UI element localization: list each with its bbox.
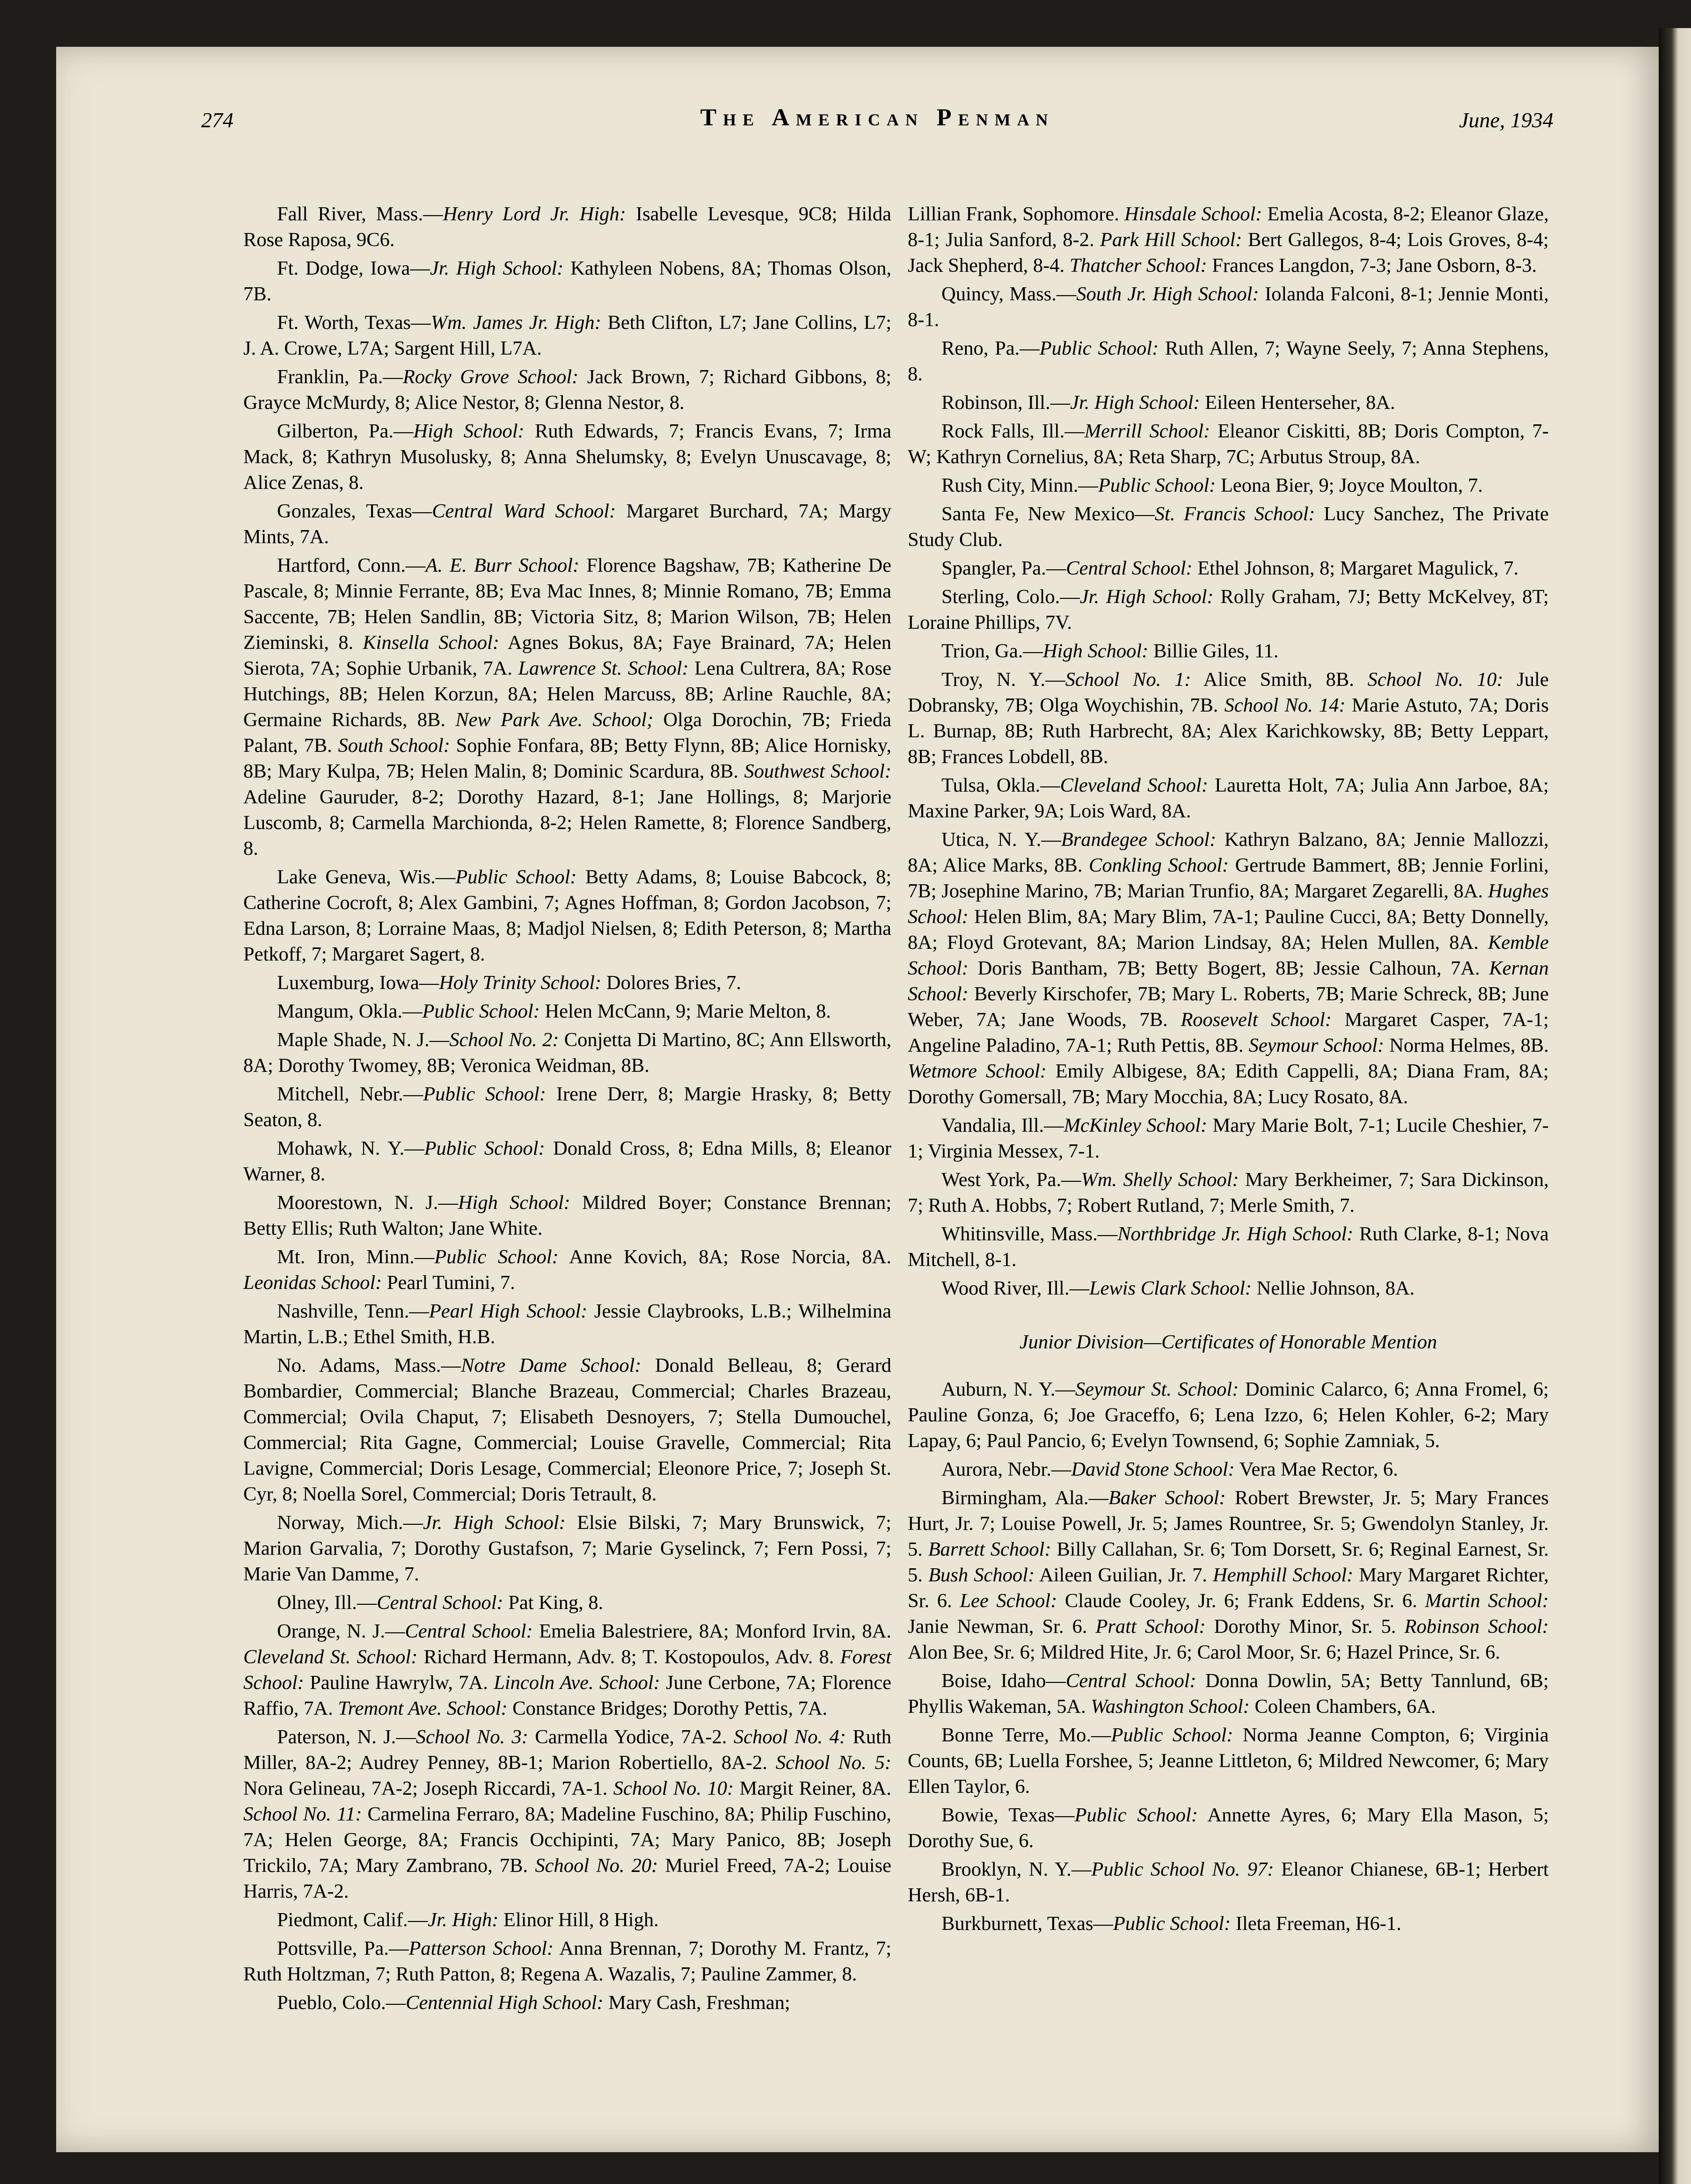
school-name: St. Francis School:	[1154, 503, 1315, 525]
student-list: Coleen Chambers, 6A.	[1249, 1696, 1436, 1718]
honor-roll-entry	[908, 335, 1549, 387]
school-name: South Jr. High School:	[1076, 283, 1259, 305]
student-list: Leona Bier, 9; Joyce Moulton, 7.	[1216, 474, 1483, 496]
school-name: School No. 5:	[775, 1752, 892, 1774]
honor-roll-entry	[243, 1936, 891, 1987]
entry-place: Paterson, N. J.—	[277, 1726, 416, 1748]
entry-place: Wood River, Ill.—	[941, 1277, 1089, 1299]
student-list: Carmelina Ferraro, 8A; Madeline Fuschino, 8A; Philip Fuschino, 7A; Helen George, 8A; Francis Occhipinti, 7A; Mary Panico, 8B; Joseph Trickilo, 7A; Mary Zambrano, 7B.	[243, 1803, 891, 1877]
school-name: Henry Lord Jr. High:	[443, 203, 626, 225]
left-column	[243, 201, 891, 2018]
student-list: Gertrude Bammert, 8B; Jennie Forlini, 7B; Josephine Marino, 7B; Marian Trunfio, 8A; Margaret Zegarelli, 8A.	[908, 854, 1549, 902]
student-list: Emelia Balestriere, 8A; Monford Irvin, 8A.	[532, 1620, 891, 1642]
honor-roll-entry	[243, 1907, 891, 1933]
honor-roll-entry	[908, 281, 1549, 333]
entry-place: Olney, Ill.—	[277, 1592, 377, 1614]
student-list: Elsie Bilski, 7; Mary Brunswick, 7; Marion Garvalia, 7; Dorothy Gustafson, 7; Marie Gyselinck, 7; Fern Possi, 7; Marie Van Damme, 7.	[243, 1512, 891, 1585]
school-name: High School:	[1042, 640, 1149, 662]
student-list: Bert Gallegos, 8-4; Lois Groves, 8-4; Jack Shepherd, 8-4.	[908, 229, 1549, 277]
section-heading: Junior Division—Certificates of Honorable Mention	[1019, 1331, 1437, 1353]
school-name: Public School:	[423, 1083, 546, 1105]
student-list: Billy Callahan, Sr. 6; Tom Dorsett, Sr. 6; Reginal Earnest, Sr. 5.	[908, 1538, 1549, 1586]
school-name: Public School:	[422, 1000, 540, 1022]
honor-roll-entry	[243, 970, 891, 996]
entry-place: Aurora, Nebr.—	[941, 1458, 1071, 1480]
student-list: Ruth Miller, 8A-2; Audrey Penney, 8B-1; Marion Robertiello, 8A-2.	[243, 1726, 892, 1774]
student-list: Billie Giles, 11.	[1148, 640, 1279, 662]
honor-roll-entry	[908, 827, 1549, 1110]
student-list: Adeline Gauruder, 8-2; Dorothy Hazard, 8-1; Jane Hollings, 8; Marjorie Luscomb, 8; Carmella Marchionda, 8-2; Helen Ramette, 8; Florence Sandberg, 8.	[243, 786, 891, 859]
student-list: Aileen Guilian, Jr. 7.	[1035, 1564, 1213, 1586]
entry-place: Brooklyn, N. Y.—	[941, 1858, 1092, 1880]
entry-place: Mitchell, Nebr.—	[277, 1083, 423, 1105]
entry-place: Norway, Mich.—	[277, 1512, 423, 1534]
school-name: Baker School:	[1108, 1487, 1226, 1509]
student-list: Janie Newman, Sr. 6.	[908, 1616, 1096, 1638]
student-list: Mary Berkheimer, 7; Sara Dickinson, 7; Ruth A. Hobbs, 7; Robert Rutland, 7; Merle Smith, 7.	[908, 1169, 1549, 1216]
student-list: Vera Mae Rector, 6.	[1234, 1458, 1398, 1480]
honor-roll-entry	[243, 498, 891, 550]
honor-roll-entry	[908, 1221, 1549, 1273]
school-name: Public School:	[434, 1246, 559, 1268]
entry-place: Vandalia, Ill.—	[941, 1114, 1064, 1136]
entry-place: Santa Fe, New Mexico—	[941, 503, 1155, 525]
school-name: Tremont Ave. School:	[338, 1697, 508, 1719]
school-name: School No. 2:	[449, 1029, 559, 1051]
school-name: Central School:	[1065, 1670, 1196, 1692]
entry-place: No. Adams, Mass.—	[277, 1354, 461, 1376]
student-list: Emily Albigese, 8A; Edith Cappelli, 8A; Diana Fram, 8A; Dorothy Gomersall, 7B; Mary Mocchia, 8A; Lucy Rosato, 8A.	[908, 1060, 1549, 1108]
entry-place: Mt. Iron, Minn.—	[277, 1246, 435, 1268]
school-name: Kinsella School:	[363, 632, 500, 654]
entry-place: Gilberton, Pa.—	[277, 420, 414, 442]
school-name: Cleveland School:	[1060, 774, 1209, 796]
student-list: Dorothy Minor, Sr. 5.	[1205, 1616, 1405, 1638]
school-name: High School:	[458, 1192, 570, 1214]
student-list: Agnes Bokus, 8A; Faye Brainard, 7A; Helen Sierota, 7A; Sophie Urbanik, 7A.	[243, 632, 891, 679]
school-name: School No. 3:	[415, 1726, 528, 1748]
student-list: June Cerbone, 7A; Florence Raffio, 7A.	[243, 1672, 891, 1719]
student-list: Jessie Claybrooks, L.B.; Wilhelmina Martin, L.B.; Ethel Smith, H.B.	[243, 1300, 891, 1348]
honor-roll-entry	[243, 201, 891, 253]
school-name: Robinson School:	[1404, 1616, 1549, 1638]
entry-place: Franklin, Pa.—	[277, 366, 403, 388]
student-list: Constance Bridges; Dorothy Pettis, 7A.	[507, 1697, 828, 1719]
school-name: Centennial High School:	[406, 1992, 604, 2014]
entry-place: Piedmont, Calif.—	[277, 1909, 428, 1931]
entry-place: Gonzales, Texas—	[277, 500, 432, 522]
school-name: Hughes School:	[908, 880, 1549, 928]
student-list: Rolly Graham, 7J; Betty McKelvey, 8T; Loraine Phillips, 7V.	[908, 586, 1549, 633]
entry-place: Quincy, Mass.—	[941, 283, 1077, 305]
school-name: Lawrence St. School:	[518, 657, 689, 679]
student-list: Anna Brennan, 7; Dorothy M. Frantz, 7; Ruth Holtzman, 7; Ruth Patton, 8; Regena A. Wazalis, 7; Pauline Zammer, 8.	[243, 1937, 892, 1985]
student-list: Annette Ayres, 6; Mary Ella Mason, 5; Dorothy Sue, 6.	[908, 1804, 1549, 1852]
student-list: Helen Blim, 8A; Mary Blim, 7A-1; Pauline Cucci, 8A; Betty Donnelly, 8A; Floyd Grotevant, 8A; Marion Lindsay, 8A; Helen Mullen, 8A.	[908, 906, 1549, 954]
school-name: Lewis Clark School:	[1089, 1277, 1252, 1299]
right-column	[908, 201, 1549, 1939]
student-list: Dominic Calarco, 6; Anna Fromel, 6; Pauline Gonza, 6; Joe Graceffo, 6; Lena Izzo, 6; Helen Kohler, 6-2; Mary Lapay, 6; Paul Pancio, 6; Evelyn Townsend, 6; Sophie Zamniak, 5.	[908, 1378, 1549, 1452]
student-list: Ruth Allen, 7; Wayne Seely, 7; Anna Stephens, 8.	[908, 337, 1549, 385]
entry-place: West York, Pa.—	[941, 1169, 1081, 1191]
student-list: Irene Derr, 8; Margie Hrasky, 8; Betty Seaton, 8.	[243, 1083, 891, 1131]
running-header	[201, 99, 1553, 141]
honor-roll-entry	[243, 1353, 891, 1507]
honor-roll-entry	[908, 1456, 1549, 1482]
school-name: David Stone School:	[1071, 1458, 1235, 1480]
honor-roll-entry	[908, 638, 1549, 664]
school-name: Jr. High School:	[1070, 392, 1200, 414]
school-name: School No. 11:	[243, 1803, 362, 1825]
school-name: Thatcher School:	[1069, 255, 1207, 277]
school-name: High School:	[413, 420, 525, 442]
right-column-senior-list	[908, 201, 1549, 1301]
entry-place: Hartford, Conn.—	[277, 554, 426, 576]
school-name: Seymour St. School:	[1075, 1378, 1239, 1400]
school-name: Pearl High School:	[429, 1300, 588, 1322]
student-list: Conjetta Di Martino, 8C; Ann Ellsworth, 8A; Dorothy Twomey, 8B; Veronica Weidman, 8B.	[243, 1029, 891, 1077]
school-name: Barrett School:	[928, 1538, 1051, 1560]
school-name: Public School:	[1111, 1724, 1233, 1746]
entry-place: Troy, N. Y.—	[941, 669, 1065, 691]
student-list: Richard Hermann, Adv. 8; T. Kostopoulos, Adv. 8.	[417, 1646, 840, 1668]
school-name: Conkling School:	[1089, 854, 1229, 876]
student-list: Norma Jeanne Compton, 6; Virginia Counts, 6B; Luella Forshee, 5; Jeanne Littleton, 6; Mildred Newcomer, 6; Mary Ellen Taylor, 6.	[908, 1724, 1549, 1798]
honor-roll-entry	[908, 501, 1549, 553]
school-name: Public School:	[1074, 1804, 1198, 1826]
student-list: Ruth Clarke, 8-1; Nova Mitchell, 8-1.	[908, 1223, 1549, 1271]
student-list: Pat King, 8.	[503, 1592, 604, 1614]
school-name: Rocky Grove School:	[402, 366, 579, 388]
right-column-junior-list	[908, 1376, 1549, 1936]
student-list: Florence Bagshaw, 7B; Katherine De Pascale, 8; Minnie Ferrante, 8B; Eva Mac Innes, 8; Minnie Romano, 7B; Emma Saccente, 7B; Helen Sandlin, 8B; Victoria Sitz, 8; Marion Wilson, 7B; Helen Zieminski, 8.	[243, 554, 891, 654]
entry-place: Rock Falls, Ill.—	[941, 420, 1085, 442]
entry-place: Bowie, Texas—	[941, 1804, 1075, 1826]
student-list: Mildred Boyer; Constance Brennan; Betty Ellis; Ruth Walton; Jane White.	[243, 1192, 891, 1239]
honor-roll-entry	[243, 1724, 891, 1904]
school-name: Park Hill School:	[1100, 229, 1242, 251]
student-list: Jack Brown, 7; Richard Gibbons, 8; Grayce McMurdy, 8; Alice Nestor, 8; Glenna Nestor, 8.	[243, 366, 891, 414]
student-list: Nellie Johnson, 8A.	[1252, 1277, 1415, 1299]
entry-place: Pottsville, Pa.—	[277, 1937, 409, 1959]
school-name: Public School:	[455, 866, 577, 888]
entry-place: Boise, Idaho—	[941, 1670, 1066, 1692]
entry-place: Burkburnett, Texas—	[941, 1913, 1113, 1935]
student-list: Donald Belleau, 8; Gerard Bombardier, Commercial; Blanche Brazeau, Commercial; Charles Brazeau, Commercial; Ovila Chaput, 7; Elisabeth Desnoyers, 7; Stella Dumouchel, Commercial; Rita Gagne, Commercial; Louise Gravelle, Commercial; Rita Lavigne, Commercial; Doris Lesage, Commercial; Eleonore Price, 7; Joseph St. Cyr, 8; Noella Sorel, Commercial; Doris Tetrault, 8.	[243, 1354, 891, 1505]
school-name: Public School No. 97:	[1091, 1858, 1274, 1880]
school-name: Merrill School:	[1084, 420, 1210, 442]
student-list: Iolanda Falconi, 8-1; Jennie Monti, 8-1.	[908, 283, 1549, 331]
honor-roll-entry	[243, 1244, 891, 1296]
student-list: Margit Reiner, 8A.	[734, 1777, 891, 1799]
honor-roll-entry	[908, 1722, 1549, 1799]
page-number: 274	[201, 108, 233, 132]
student-list: Beth Clifton, L7; Jane Collins, L7; J. A. Crowe, L7A; Sargent Hill, L7A.	[243, 312, 891, 359]
student-list: Lena Cultrera, 8A; Rose Hutchings, 8B; Helen Korzun, 8A; Helen Marcuss, 8B; Arline Rauchle, 8A; Germaine Richards, 8B.	[243, 657, 892, 731]
student-list: Robert Brewster, Jr. 5; Mary Frances Hurt, Jr. 7; Louise Powell, Jr. 5; James Rountree, Sr. 5; Gwendolyn Stanley, Jr. 5.	[908, 1487, 1549, 1560]
honor-roll-entry	[243, 1190, 891, 1241]
student-list: Mary Marie Bolt, 7-1; Lucile Cheshier, 7-1; Virginia Messex, 7-1.	[908, 1114, 1549, 1162]
entry-place: Spangler, Pa.—	[941, 557, 1066, 579]
entry-place: Auburn, N. Y.—	[941, 1378, 1075, 1400]
student-list: Eleanor Chianese, 6B-1; Herbert Hersh, 6B-1.	[908, 1858, 1549, 1906]
school-name: School No. 1:	[1065, 669, 1191, 691]
honor-roll-entry	[243, 1590, 891, 1616]
school-name: Seymour School:	[1248, 1034, 1385, 1056]
school-name: Lincoln Ave. School:	[494, 1672, 660, 1694]
student-list: Ileta Freeman, H6-1.	[1231, 1913, 1401, 1935]
student-list: Lucy Sanchez, The Private Study Club.	[908, 503, 1549, 551]
school-name: Wm. Shelly School:	[1081, 1169, 1239, 1191]
student-list: Pearl Tumini, 7.	[382, 1272, 515, 1294]
entry-place: Whitinsville, Mass.—	[941, 1223, 1118, 1245]
honor-roll-entry	[243, 1027, 891, 1078]
honor-roll-entry	[908, 555, 1549, 581]
student-list: Alice Smith, 8B.	[1191, 669, 1368, 691]
entry-place: Ft. Dodge, Iowa—	[277, 257, 430, 279]
honor-roll-entry	[243, 998, 891, 1024]
school-name: Northbridge Jr. High School:	[1117, 1223, 1354, 1245]
honor-roll-entry	[243, 553, 891, 861]
school-name: New Park Ave. School;	[455, 709, 654, 731]
school-name: A. E. Burr School:	[425, 554, 580, 576]
school-name: Holy Trinity School:	[439, 972, 602, 994]
honor-roll-entry	[908, 1802, 1549, 1854]
honor-roll-entry	[908, 1167, 1549, 1218]
student-list: Marie Astuto, 7A; Doris L. Burnap, 8B; Ruth Harbrecht, 8A; Alex Karichkowsky, 8B; Betty Leppart, 8B; Frances Lobdell, 8B.	[908, 694, 1549, 768]
school-name: Bush School:	[928, 1564, 1035, 1586]
student-list: Margaret Burchard, 7A; Margy Mints, 7A.	[243, 500, 891, 548]
student-list: Claude Cooley, Jr. 6; Frank Eddens, Sr. 6.	[1057, 1590, 1425, 1612]
student-list: Emelia Acosta, 8-2; Eleanor Glaze, 8-1; Julia Sanford, 8-2.	[908, 203, 1549, 251]
school-name: Lee School:	[960, 1590, 1057, 1612]
student-list: Donna Dowlin, 5A; Betty Tannlund, 6B; Phyllis Wakeman, 5A.	[908, 1670, 1549, 1718]
honor-roll-entry	[908, 473, 1549, 498]
student-list: Kathyleen Nobens, 8A; Thomas Olson, 7B.	[243, 257, 891, 305]
entry-place: Mangum, Okla.—	[277, 1000, 423, 1022]
school-name: Wetmore School:	[908, 1060, 1047, 1082]
school-name: Jr. High School:	[430, 257, 564, 279]
entry-place: Ft. Worth, Texas—	[277, 312, 431, 334]
entry-place: Mohawk, N. Y.—	[277, 1137, 424, 1159]
school-name: McKinley School:	[1064, 1114, 1208, 1136]
entry-place: Reno, Pa.—	[941, 337, 1040, 359]
school-name: Jr. High School:	[423, 1512, 566, 1534]
honor-roll-entry	[908, 390, 1549, 415]
student-list: Lauretta Holt, 7A; Julia Ann Jarboe, 8A; Maxine Parker, 9A; Lois Ward, 8A.	[908, 774, 1549, 822]
student-list: Carmella Yodice, 7A-2.	[528, 1726, 734, 1748]
entry-place: Pueblo, Colo.—	[277, 1992, 406, 2014]
school-name: Public School:	[1039, 337, 1159, 359]
student-list: Donald Cross, 8; Edna Mills, 8; Eleanor Warner, 8.	[243, 1137, 891, 1185]
issue-date: June, 1934	[1459, 108, 1553, 132]
student-list: Muriel Freed, 7A-2; Louise Harris, 7A-2.	[243, 1855, 891, 1902]
student-list: Anne Kovich, 8A; Rose Norcia, 8A.	[558, 1246, 891, 1268]
honor-roll-entry	[243, 864, 891, 967]
student-list: Eileen Henterseher, 8A.	[1200, 392, 1395, 414]
honor-roll-entry	[908, 1485, 1549, 1665]
entry-place: Maple Shade, N. J.—	[277, 1029, 450, 1051]
honor-roll-entry	[243, 310, 891, 361]
school-name: Brandegee School:	[1061, 829, 1217, 851]
school-name: Southwest School:	[744, 760, 891, 782]
entry-place: Sterling, Colo.—	[941, 586, 1080, 608]
school-name: South School:	[338, 735, 450, 757]
entry-place: Rush City, Minn.—	[941, 474, 1098, 496]
school-name: Roosevelt School:	[1181, 1009, 1332, 1031]
honor-roll-entry	[243, 1298, 891, 1350]
school-name: Public School:	[1113, 1913, 1231, 1935]
student-list: Frances Langdon, 7-3; Jane Osborn, 8-3.	[1207, 255, 1537, 277]
honor-roll-entry	[243, 418, 891, 495]
honor-roll-entry	[243, 1618, 891, 1721]
student-list: Elinor Hill, 8 High.	[498, 1909, 659, 1931]
entry-place: Lake Geneva, Wis.—	[277, 866, 456, 888]
school-name: Forest School:	[243, 1646, 892, 1694]
student-list: Doris Bantham, 7B; Betty Bogert, 8B; Jessie Calhoun, 7A.	[968, 957, 1489, 979]
honor-roll-entry	[243, 1990, 891, 2016]
school-name: Notre Dame School:	[461, 1354, 641, 1376]
school-name: Leonidas School:	[243, 1272, 382, 1294]
honor-roll-entry	[908, 1911, 1549, 1936]
school-name: Kernan School:	[908, 957, 1549, 1005]
student-list: Nora Gelineau, 7A-2; Joseph Riccardi, 7A-1.	[243, 1777, 613, 1799]
school-name: Kemble School:	[908, 932, 1549, 979]
honor-roll-entry	[908, 584, 1549, 635]
entry-place: Nashville, Tenn.—	[277, 1300, 429, 1322]
entry-place: Birmingham, Ala.—	[941, 1487, 1108, 1509]
school-name: School No. 10:	[1367, 669, 1503, 691]
school-name: Central School:	[405, 1620, 533, 1642]
school-name: Jr. High:	[428, 1909, 499, 1931]
honor-roll-entry	[243, 1136, 891, 1187]
student-list: Mary Cash, Freshman;	[603, 1992, 790, 2014]
honor-roll-entry	[908, 201, 1549, 278]
school-name: Washington School:	[1091, 1696, 1250, 1718]
entry-place: Orange, N. J.—	[277, 1620, 405, 1642]
honor-roll-entry	[908, 667, 1549, 770]
school-name: Hinsdale School:	[1124, 203, 1262, 225]
entry-place: Moorestown, N. J.—	[277, 1192, 458, 1214]
school-name: Hemphill School:	[1213, 1564, 1354, 1586]
honor-roll-entry	[243, 255, 891, 307]
school-name: Central School:	[1066, 557, 1193, 579]
honor-roll-entry	[908, 1275, 1549, 1301]
student-list: Isabelle Levesque, 9C8; Hilda Rose Raposa, 9C6.	[243, 203, 891, 251]
student-list: Margaret Casper, 7A-1; Angeline Paladino, 7A-1; Ruth Pettis, 8B.	[908, 1009, 1549, 1056]
entry-place: Fall River, Mass.—	[277, 203, 443, 225]
school-name: Jr. High School:	[1079, 586, 1214, 608]
school-name: Central Ward School:	[432, 500, 616, 522]
book-spine	[1659, 28, 1691, 2184]
entry-place: Utica, N. Y.—	[941, 829, 1061, 851]
school-name: Cleveland St. School:	[243, 1646, 418, 1668]
honor-roll-entry	[908, 1376, 1549, 1454]
school-name: School No. 4:	[733, 1726, 846, 1748]
student-list: Alon Bee, Sr. 6; Mildred Hite, Jr. 6; Carol Moor, Sr. 6; Hazel Prince, Sr. 6.	[908, 1641, 1501, 1663]
entry-place: Tulsa, Okla.—	[941, 774, 1060, 796]
student-list: Beverly Kirschofer, 7B; Mary L. Roberts, 7B; Marie Schreck, 8B; June Weber, 7A; Jane Woods, 7B.	[908, 983, 1549, 1031]
student-list: Helen McCann, 9; Marie Melton, 8.	[539, 1000, 831, 1022]
honor-roll-entry	[908, 772, 1549, 824]
honor-roll-entry	[243, 1081, 891, 1133]
school-name: Central School:	[377, 1592, 503, 1614]
honor-roll-entry	[908, 1668, 1549, 1719]
student-list: Pauline Hawrylw, 7A.	[304, 1672, 494, 1694]
honor-roll-entry	[243, 1510, 891, 1587]
honor-roll-entry	[908, 1113, 1549, 1164]
school-name: Patterson School:	[408, 1937, 554, 1959]
student-list: Sophie Fonfara, 8B; Betty Flynn, 8B; Alice Hornisky, 8B; Mary Kulpa, 7B; Helen Malin, 8; Dominic Scardura, 8B.	[243, 735, 891, 782]
student-list: Ethel Johnson, 8; Margaret Magulick, 7.	[1192, 557, 1519, 579]
school-name: Pratt School:	[1095, 1616, 1206, 1638]
school-name: School No. 10:	[613, 1777, 734, 1799]
student-list: Norma Helmes, 8B.	[1384, 1034, 1549, 1056]
student-list: Lillian Frank, Sophomore.	[908, 203, 1125, 225]
school-name: School No. 20:	[535, 1855, 658, 1877]
student-list: Kathryn Balzano, 8A; Jennie Mallozzi, 8A; Alice Marks, 8B.	[908, 829, 1549, 876]
student-list: Dolores Bries, 7.	[601, 972, 741, 994]
school-name: Public School:	[1098, 474, 1216, 496]
honor-roll-entry	[908, 1856, 1549, 1908]
school-name: Public School:	[424, 1137, 545, 1159]
student-list: Eleanor Ciskitti, 8B; Doris Compton, 7-W; Kathryn Cornelius, 8A; Reta Sharp, 7C; Arbutus Stroup, 8A.	[908, 420, 1549, 468]
honor-roll-entry	[243, 364, 891, 415]
journal-title: The American Penman	[700, 104, 1055, 131]
student-list: Jule Dobransky, 7B; Olga Woychishin, 7B.	[908, 669, 1549, 716]
student-list: Betty Adams, 8; Louise Babcock, 8; Catherine Cocroft, 8; Alex Gambini, 7; Agnes Hoffman, 8; Gordon Jacobson, 7; Edna Larson, 8; Lorraine Maas, 8; Madjol Nielsen, 8; Edith Peterson, 8; Martha Petkoff, 7; Margaret Sagert, 8.	[243, 866, 892, 965]
entry-place: Luxemburg, Iowa—	[277, 972, 439, 994]
student-list: Olga Dorochin, 7B; Frieda Palant, 7B.	[243, 709, 891, 757]
school-name: School No. 14:	[1224, 694, 1346, 716]
school-name: Martin School:	[1425, 1590, 1549, 1612]
student-list: Ruth Edwards, 7; Francis Evans, 7; Irma Mack, 8; Kathryn Musolusky, 8; Anna Shelumsky, 8; Evelyn Unuscavage, 8; Alice Zenas, 8.	[243, 420, 891, 494]
entry-place: Trion, Ga.—	[941, 640, 1043, 662]
honor-roll-entry	[908, 418, 1549, 470]
entry-place: Robinson, Ill.—	[941, 392, 1071, 414]
entry-place: Bonne Terre, Mo.—	[941, 1724, 1111, 1746]
student-list: Mary Margaret Richter, Sr. 6.	[908, 1564, 1549, 1612]
school-name: Wm. James Jr. High:	[430, 312, 601, 334]
